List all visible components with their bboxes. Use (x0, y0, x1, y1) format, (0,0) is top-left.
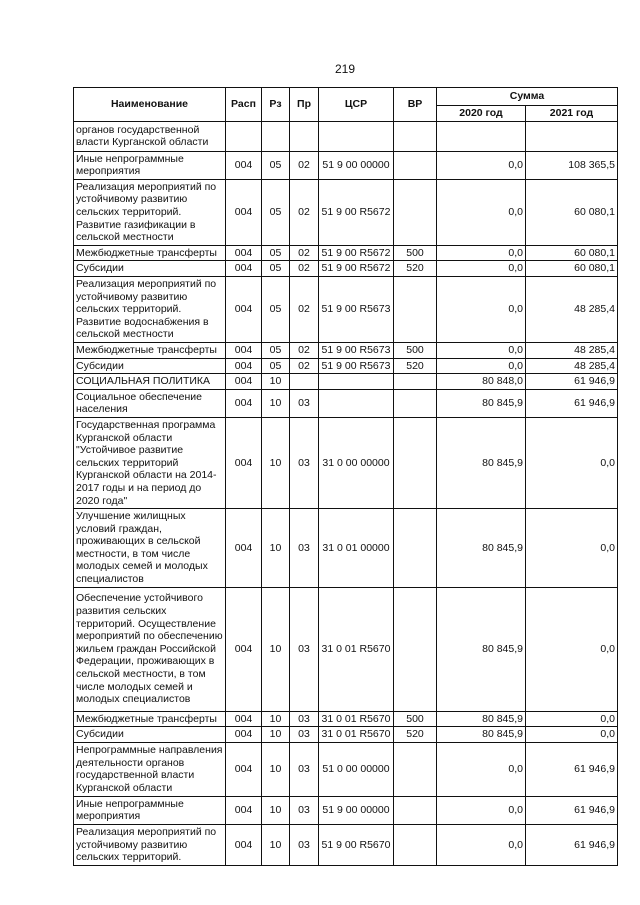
row-name: Межбюджетные трансферты (74, 245, 226, 261)
row-rasp: 004 (226, 342, 262, 358)
row-vr (394, 796, 437, 824)
row-pr: 03 (290, 796, 319, 824)
table-row (74, 587, 618, 711)
row-rz: 05 (262, 179, 290, 245)
row-rasp: 004 (226, 179, 262, 245)
row-rasp: 004 (226, 358, 262, 374)
header-pr: Пр (290, 88, 319, 122)
header-sum: Сумма (437, 88, 618, 106)
table-body (74, 121, 618, 865)
budget-table (73, 87, 618, 866)
row-rz: 10 (262, 711, 290, 727)
row-csr (319, 389, 394, 417)
row-sum-2021: 61 946,9 (526, 374, 618, 390)
row-sum-2021: 48 285,4 (526, 342, 618, 358)
row-name: Реализация мероприятий по устойчивому развитию сельских территорий. Развитие газификации в сельской местности (74, 179, 226, 245)
row-rasp: 004 (226, 727, 262, 743)
row-pr: 03 (290, 509, 319, 588)
header-csr: ЦСР (319, 88, 394, 122)
row-sum-2020: 80 845,9 (437, 727, 526, 743)
row-rasp: 004 (226, 587, 262, 711)
row-sum-2020 (437, 121, 526, 151)
row-name: Субсидии (74, 261, 226, 277)
row-pr: 02 (290, 179, 319, 245)
row-sum-2021: 108 365,5 (526, 151, 618, 179)
row-sum-2021: 48 285,4 (526, 276, 618, 342)
row-csr: 51 9 00 R5672 (319, 179, 394, 245)
row-csr: 51 9 00 R5672 (319, 245, 394, 261)
row-sum-2021: 0,0 (526, 587, 618, 711)
row-rz: 05 (262, 151, 290, 179)
table-row (74, 179, 618, 245)
row-sum-2021 (526, 121, 618, 151)
row-sum-2021: 0,0 (526, 727, 618, 743)
row-csr: 31 0 01 R5670 (319, 727, 394, 743)
row-pr (290, 374, 319, 390)
row-name: Межбюджетные трансферты (74, 342, 226, 358)
row-sum-2021: 48 285,4 (526, 358, 618, 374)
row-rasp: 004 (226, 509, 262, 588)
row-sum-2020: 0,0 (437, 151, 526, 179)
row-rz: 05 (262, 342, 290, 358)
table-row (74, 417, 618, 508)
row-csr: 51 9 00 R5672 (319, 261, 394, 277)
row-name: Обеспечение устойчивого развития сельских территорий. Осуществление мероприятий по обеспечению жильем граждан Российской Федерации, проживающих в сельской местности, в том числе молодых семей и молодых специалистов (74, 587, 226, 711)
row-rz: 10 (262, 509, 290, 588)
row-rasp: 004 (226, 825, 262, 866)
table-row (74, 389, 618, 417)
row-vr: 500 (394, 342, 437, 358)
row-rz: 10 (262, 742, 290, 796)
row-pr: 03 (290, 825, 319, 866)
row-name: Реализация мероприятий по устойчивому развитию сельских территорий. (74, 825, 226, 866)
row-rz: 05 (262, 276, 290, 342)
header-name: Наименование (74, 88, 226, 122)
table-header (74, 88, 618, 122)
table-row (74, 245, 618, 261)
row-sum-2020: 80 845,9 (437, 711, 526, 727)
header-year-2020: 2020 год (437, 106, 526, 122)
row-vr: 520 (394, 358, 437, 374)
row-csr: 51 9 00 R5670 (319, 825, 394, 866)
row-rasp: 004 (226, 276, 262, 342)
row-rasp (226, 121, 262, 151)
row-rasp: 004 (226, 389, 262, 417)
row-sum-2020: 0,0 (437, 179, 526, 245)
row-name: СОЦИАЛЬНАЯ ПОЛИТИКА (74, 374, 226, 390)
table-row (74, 796, 618, 824)
row-name: Иные непрограммные мероприятия (74, 151, 226, 179)
row-sum-2020: 0,0 (437, 742, 526, 796)
row-csr (319, 121, 394, 151)
row-vr (394, 276, 437, 342)
row-vr (394, 389, 437, 417)
row-vr (394, 509, 437, 588)
table-row (74, 151, 618, 179)
row-sum-2021: 61 946,9 (526, 825, 618, 866)
row-rasp: 004 (226, 151, 262, 179)
row-pr: 02 (290, 245, 319, 261)
row-vr (394, 825, 437, 866)
row-rz: 10 (262, 727, 290, 743)
row-name: Государственная программа Курганской области "Устойчивое развитие сельских территорий Курганской области на 2014-2017 годы и на период до 2020 года" (74, 417, 226, 508)
page-number: 219 (334, 62, 356, 76)
row-sum-2021: 60 080,1 (526, 245, 618, 261)
row-pr: 03 (290, 742, 319, 796)
row-pr: 02 (290, 151, 319, 179)
row-rasp: 004 (226, 742, 262, 796)
row-vr: 500 (394, 245, 437, 261)
row-rasp: 004 (226, 711, 262, 727)
row-csr: 51 9 00 R5673 (319, 342, 394, 358)
row-vr (394, 374, 437, 390)
row-pr: 03 (290, 587, 319, 711)
row-csr: 31 0 01 00000 (319, 509, 394, 588)
row-name: Непрограммные направления деятельности органов государственной власти Курганской области (74, 742, 226, 796)
row-rasp: 004 (226, 374, 262, 390)
row-csr: 51 0 00 00000 (319, 742, 394, 796)
table-row (74, 261, 618, 277)
row-csr: 51 9 00 R5673 (319, 358, 394, 374)
row-rz: 05 (262, 358, 290, 374)
row-csr: 31 0 01 R5670 (319, 711, 394, 727)
row-pr: 02 (290, 276, 319, 342)
table-row (74, 342, 618, 358)
table-row (74, 711, 618, 727)
row-rz (262, 121, 290, 151)
row-vr (394, 179, 437, 245)
header-year-2021: 2021 год (526, 106, 618, 122)
row-vr (394, 151, 437, 179)
row-rz: 10 (262, 374, 290, 390)
row-sum-2020: 0,0 (437, 796, 526, 824)
row-rz: 10 (262, 417, 290, 508)
row-vr (394, 742, 437, 796)
table-row (74, 825, 618, 866)
row-pr: 03 (290, 711, 319, 727)
row-sum-2020: 80 845,9 (437, 509, 526, 588)
row-sum-2021: 0,0 (526, 711, 618, 727)
row-rz: 10 (262, 796, 290, 824)
row-pr (290, 121, 319, 151)
row-sum-2020: 0,0 (437, 261, 526, 277)
row-sum-2021: 61 946,9 (526, 796, 618, 824)
header-vr: ВР (394, 88, 437, 122)
row-sum-2020: 0,0 (437, 358, 526, 374)
header-rasp: Расп (226, 88, 262, 122)
row-vr: 520 (394, 727, 437, 743)
row-sum-2021: 60 080,1 (526, 261, 618, 277)
row-sum-2021: 0,0 (526, 509, 618, 588)
row-sum-2021: 61 946,9 (526, 389, 618, 417)
row-sum-2021: 61 946,9 (526, 742, 618, 796)
row-vr: 520 (394, 261, 437, 277)
row-csr: 51 9 00 00000 (319, 796, 394, 824)
row-sum-2021: 60 080,1 (526, 179, 618, 245)
table-row (74, 727, 618, 743)
row-rz: 05 (262, 261, 290, 277)
row-rasp: 004 (226, 417, 262, 508)
row-sum-2020: 80 848,0 (437, 374, 526, 390)
row-rz: 10 (262, 389, 290, 417)
table-row (74, 509, 618, 588)
row-sum-2020: 80 845,9 (437, 417, 526, 508)
row-vr (394, 417, 437, 508)
row-name: Улучшение жилищных условий граждан, проживающих в сельской местности, в том числе молодых семей и молодых специалистов (74, 509, 226, 588)
row-csr: 51 9 00 00000 (319, 151, 394, 179)
row-rz: 05 (262, 245, 290, 261)
row-name: Субсидии (74, 727, 226, 743)
row-name: Субсидии (74, 358, 226, 374)
row-pr: 02 (290, 261, 319, 277)
table-row (74, 374, 618, 390)
row-name: Иные непрограммные мероприятия (74, 796, 226, 824)
row-pr: 03 (290, 727, 319, 743)
row-pr: 03 (290, 417, 319, 508)
row-vr: 500 (394, 711, 437, 727)
row-vr (394, 587, 437, 711)
row-sum-2020: 0,0 (437, 276, 526, 342)
row-csr: 51 9 00 R5673 (319, 276, 394, 342)
row-pr: 03 (290, 389, 319, 417)
row-csr: 31 0 01 R5670 (319, 587, 394, 711)
row-csr (319, 374, 394, 390)
row-name: Реализация мероприятий по устойчивому развитию сельских территорий. Развитие водоснабжения в сельской местности (74, 276, 226, 342)
row-sum-2020: 80 845,9 (437, 389, 526, 417)
row-vr (394, 121, 437, 151)
table-row (74, 742, 618, 796)
row-rz: 10 (262, 587, 290, 711)
table-row (74, 276, 618, 342)
row-rasp: 004 (226, 261, 262, 277)
table-row (74, 121, 618, 151)
row-name: органов государственной власти Курганской области (74, 121, 226, 151)
row-sum-2020: 0,0 (437, 825, 526, 866)
row-rz: 10 (262, 825, 290, 866)
row-name: Межбюджетные трансферты (74, 711, 226, 727)
row-pr: 02 (290, 358, 319, 374)
row-sum-2020: 0,0 (437, 342, 526, 358)
header-rz: Рз (262, 88, 290, 122)
row-sum-2020: 0,0 (437, 245, 526, 261)
row-pr: 02 (290, 342, 319, 358)
row-rasp: 004 (226, 245, 262, 261)
row-rasp: 004 (226, 796, 262, 824)
row-sum-2020: 80 845,9 (437, 587, 526, 711)
table-row (74, 358, 618, 374)
row-name: Социальное обеспечение населения (74, 389, 226, 417)
row-sum-2021: 0,0 (526, 417, 618, 508)
row-csr: 31 0 00 00000 (319, 417, 394, 508)
